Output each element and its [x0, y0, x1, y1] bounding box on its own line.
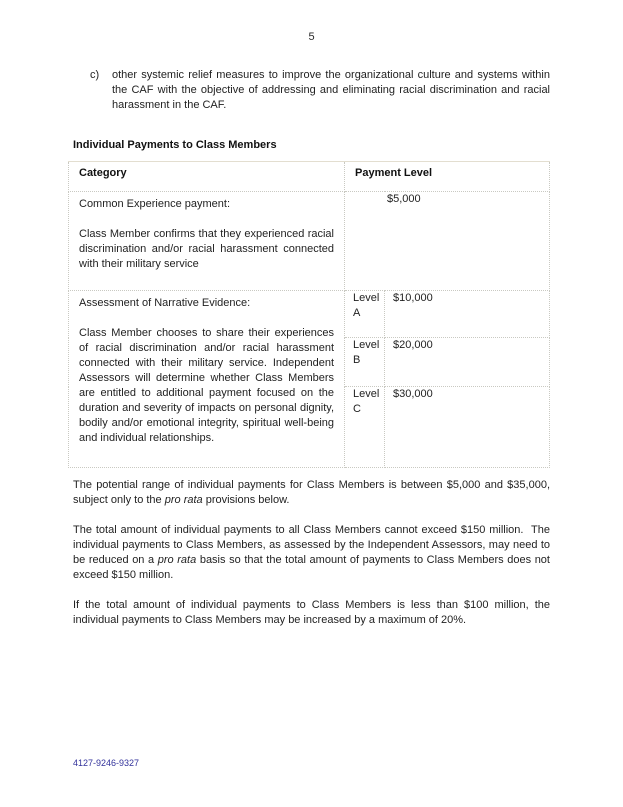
category-cell-common-experience: [69, 192, 345, 291]
italic-pro-rata: pro rata: [157, 554, 197, 566]
page-number: 5: [308, 31, 315, 43]
payment-amount-level-a: $10,000: [385, 291, 550, 338]
italic-pro-rata: pro rata: [164, 494, 203, 506]
paragraph-payment-range: [73, 478, 550, 508]
table-row-common-experience: [69, 192, 550, 291]
section-heading: Individual Payments to Class Members: [73, 139, 277, 151]
payment-amount-common: $5,000: [345, 192, 550, 291]
list-item-c: [90, 68, 550, 113]
column-header-category: Category: [69, 162, 345, 192]
category-cell-narrative-evidence: [69, 291, 345, 468]
payment-amount-level-c: $30,000: [385, 387, 550, 468]
document-id: 4127-9246-9327: [73, 758, 140, 768]
paragraph-text: basis so that the total amount of payments to Class Members does not exceed $150 million.: [73, 554, 550, 581]
category-title: Common Experience payment:: [79, 198, 231, 210]
list-item-c-marker: c): [90, 69, 100, 81]
category-description: Class Member chooses to share their experiences of racial discrimination and/or racial harassment connected with their military service. Independent Assessors will determine whether Class Members are entitled to additional payment focused on the duration and severity of impacts on personal dignity, bodily and/or emotional integrity, spiritual well-being and individual relationships.: [79, 327, 334, 444]
column-header-payment-level: Payment Level: [345, 162, 550, 192]
paragraph-text: The potential range of individual payments for Class Members is between $5,000 and $35,000, subject only to the: [73, 479, 550, 506]
category-description: Class Member confirms that they experienced racial discrimination and/or racial harassment connected with their military service: [79, 228, 334, 270]
category-title: Assessment of Narrative Evidence:: [79, 297, 251, 309]
table-header-row: [69, 162, 550, 192]
paragraph-total-cap: [73, 523, 550, 583]
payments-table: [68, 161, 550, 468]
paragraph-increase: If the total amount of individual payments to Class Members is less than $100 million, the individual payments to Class Members may be increased by a maximum of 20%.: [73, 599, 550, 626]
payment-amount-level-b: $20,000: [385, 338, 550, 387]
level-label-c: Level C: [345, 387, 385, 468]
table-row-level-a: [69, 291, 550, 338]
level-label-b: Level B: [345, 338, 385, 387]
level-label-a: Level A: [345, 291, 385, 338]
list-item-c-text: other systemic relief measures to improve the organizational culture and systems within the CAF with the objective of addressing and eliminating racial discrimination and racial harassment in the CAF.: [112, 69, 550, 111]
paragraph-text: provisions below.: [202, 494, 290, 506]
paragraph-text: The total amount of individual payments to all Class Members cannot exceed $150 million. The individual payments to Class Members, as assessed by the Independent Assessors, may need to be reduced on a: [73, 524, 550, 566]
